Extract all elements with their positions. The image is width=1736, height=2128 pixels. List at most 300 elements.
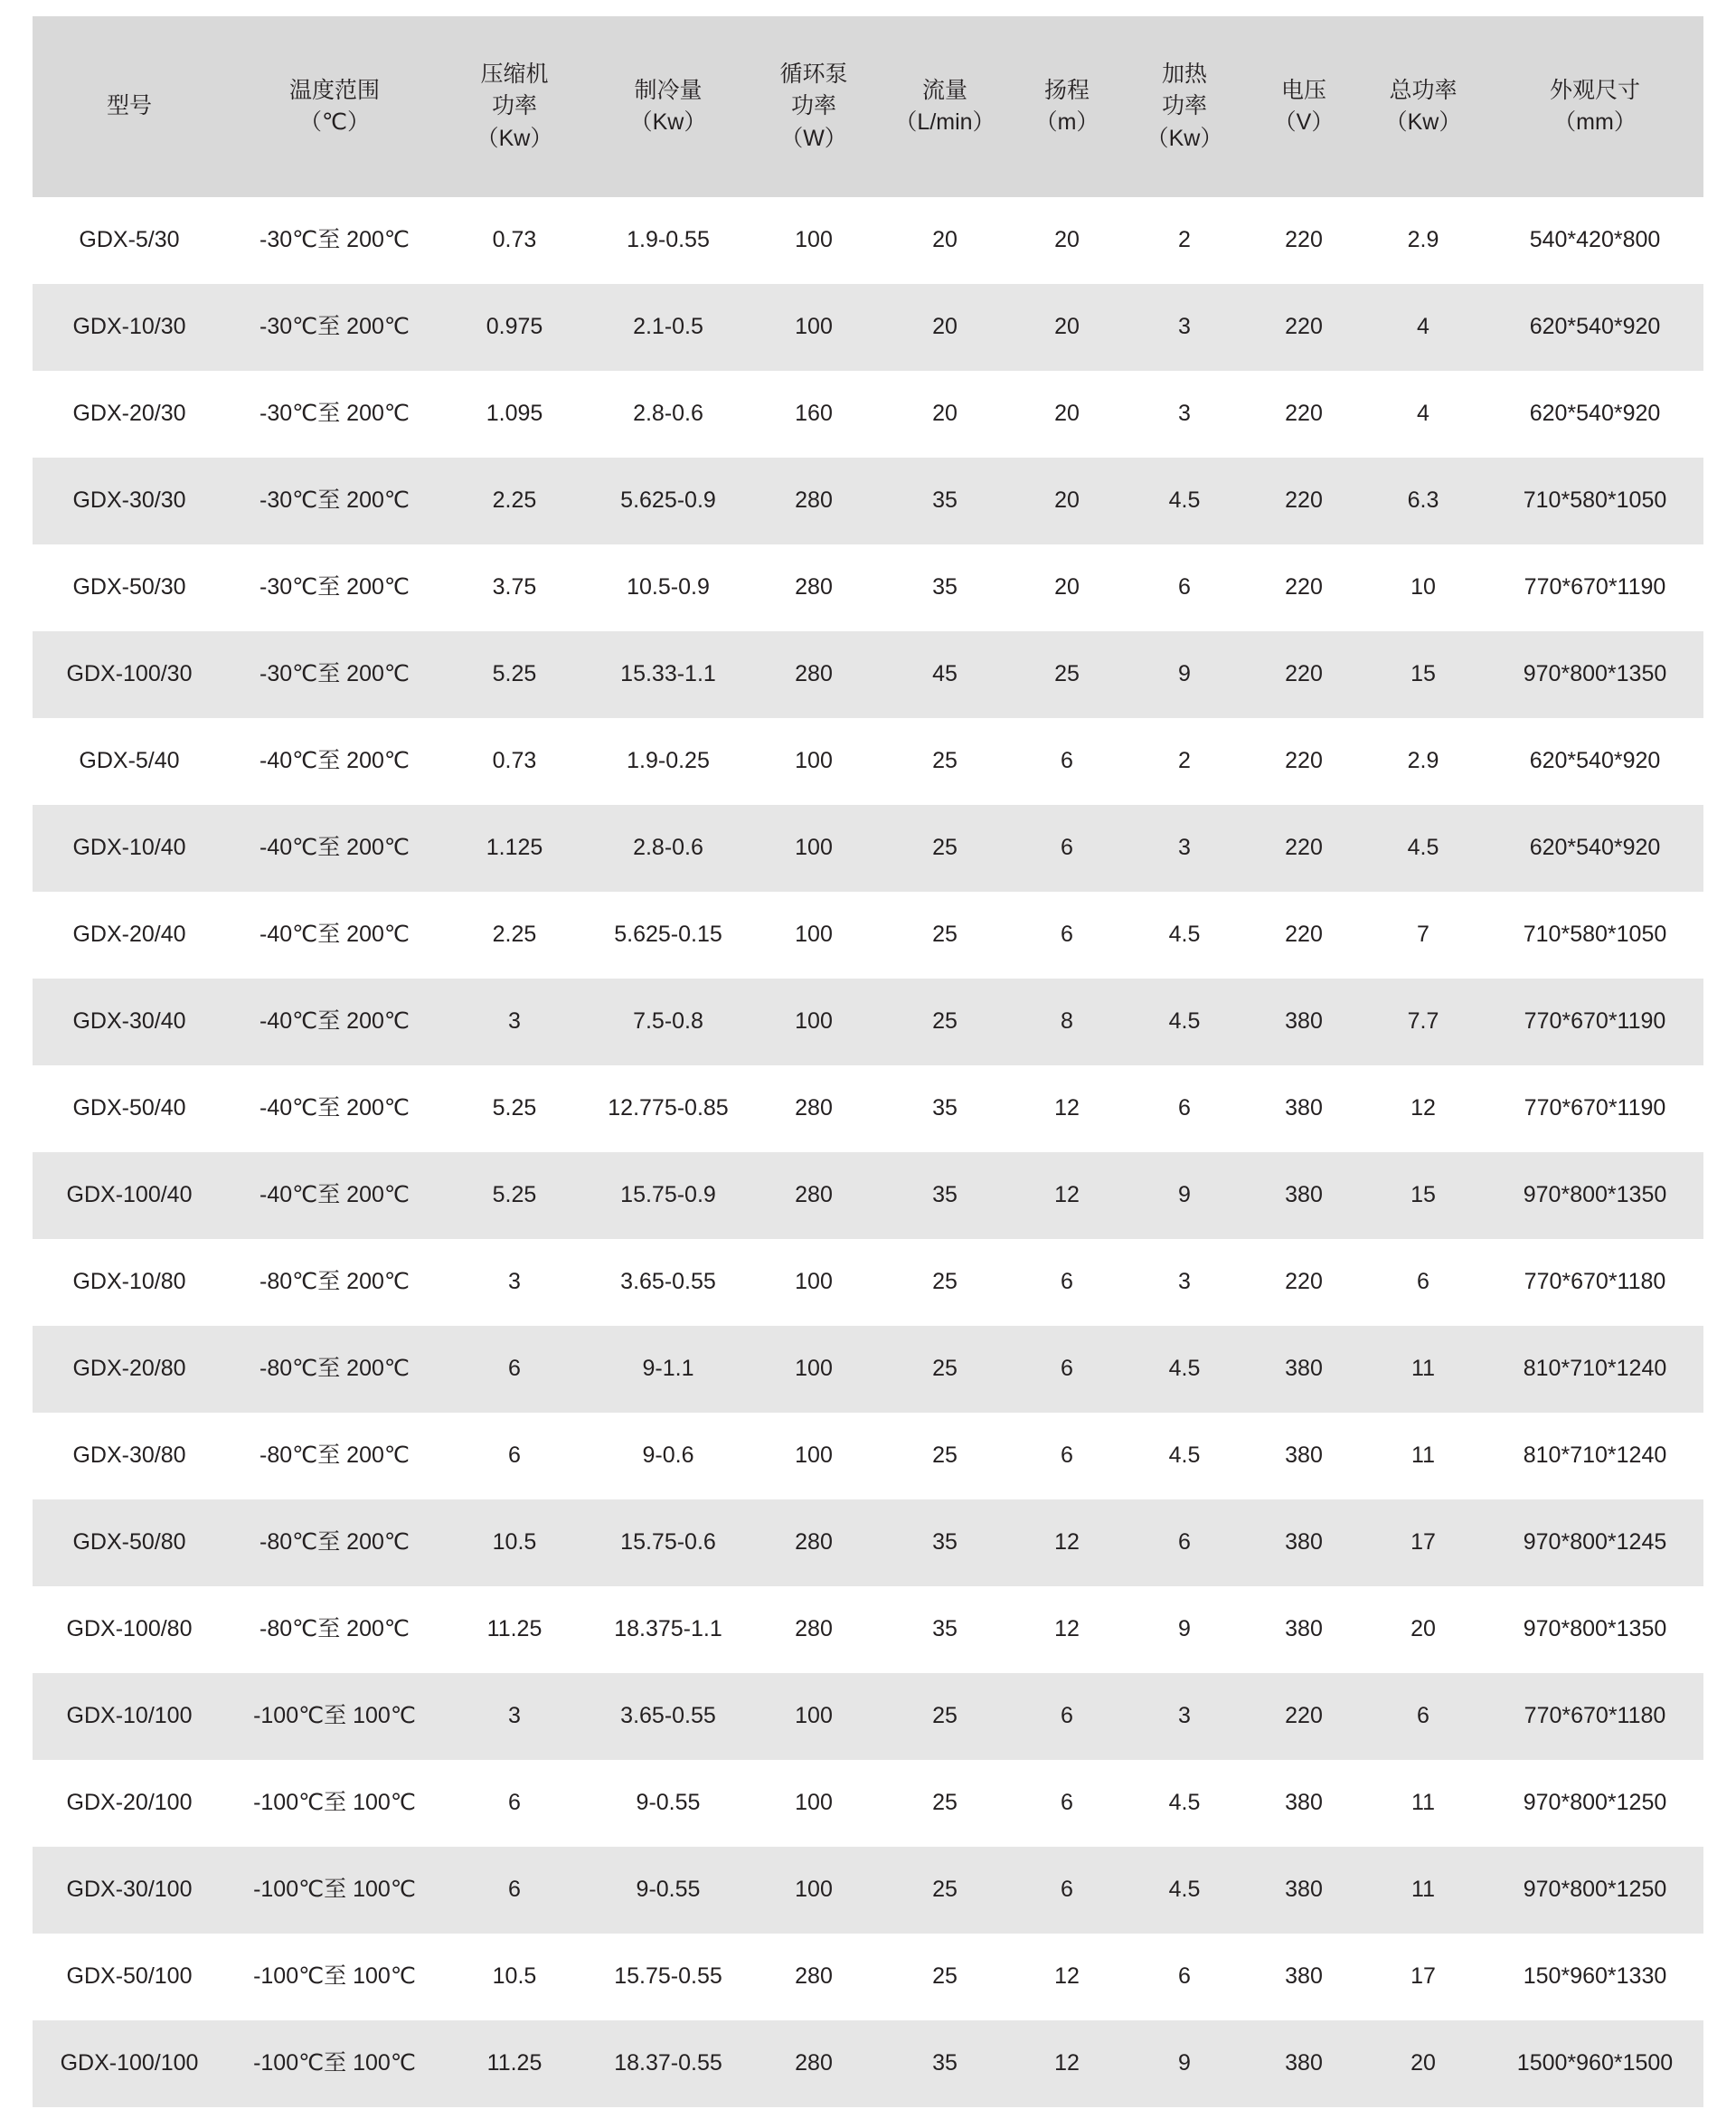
table-cell: 35 bbox=[932, 1616, 958, 1642]
table-cell: 380 bbox=[1285, 1877, 1323, 1903]
table-row bbox=[33, 1586, 1703, 1673]
table-cell: 1.9-0.25 bbox=[627, 748, 710, 774]
table-cell: 100 bbox=[795, 1008, 833, 1035]
table-header bbox=[33, 16, 1703, 197]
table-cell: 11 bbox=[1411, 1790, 1435, 1816]
table-cell: 220 bbox=[1285, 922, 1323, 948]
table-cell: 20 bbox=[1054, 487, 1080, 514]
table-cell: 1.9-0.55 bbox=[627, 227, 710, 253]
table-cell: 4.5 bbox=[1168, 1442, 1201, 1469]
table-cell: 20 bbox=[1054, 401, 1080, 427]
table-cell: -100℃至 100℃ bbox=[253, 2050, 416, 2076]
table-cell: 6 bbox=[1417, 1703, 1429, 1729]
table-row bbox=[33, 1760, 1703, 1847]
column-header-line: 扬程 bbox=[1043, 77, 1090, 103]
table-row bbox=[33, 1673, 1703, 1760]
table-cell: 280 bbox=[795, 1529, 833, 1556]
table-cell: 380 bbox=[1285, 2050, 1323, 2076]
column-header-line: （W） bbox=[780, 125, 847, 151]
table-cell: 810*710*1240 bbox=[1523, 1356, 1667, 1382]
column-header-line: （Kw） bbox=[1146, 125, 1223, 151]
table-cell: 10.5-0.9 bbox=[627, 574, 710, 601]
table-cell: -100℃至 100℃ bbox=[253, 1963, 416, 1990]
table-cell: 3 bbox=[1178, 835, 1191, 861]
table-cell: 4.5 bbox=[1168, 1008, 1201, 1035]
table-cell: 20 bbox=[932, 314, 958, 340]
table-cell: 100 bbox=[795, 748, 833, 774]
table-cell: 2.25 bbox=[492, 922, 537, 948]
table-cell: 280 bbox=[795, 574, 833, 601]
column-header-line: （V） bbox=[1273, 109, 1335, 135]
column-header-line: 功率 bbox=[790, 93, 836, 119]
cell-model: GDX-100/40 bbox=[66, 1182, 193, 1208]
table-cell: 280 bbox=[795, 1182, 833, 1208]
table-cell: 35 bbox=[932, 1095, 958, 1121]
table-cell: 35 bbox=[932, 574, 958, 601]
table-cell: 220 bbox=[1285, 401, 1323, 427]
table-cell: 2.9 bbox=[1407, 748, 1439, 774]
table-cell: 9 bbox=[1178, 661, 1191, 687]
cell-model: GDX-10/40 bbox=[72, 835, 186, 861]
table-cell: 4.5 bbox=[1168, 1877, 1201, 1903]
column-header-line: （Kw） bbox=[476, 125, 553, 151]
column-header-line: 循环泵 bbox=[779, 61, 848, 87]
table-cell: 17 bbox=[1410, 1963, 1436, 1990]
table-cell: 100 bbox=[795, 1356, 833, 1382]
table-cell: -80℃至 200℃ bbox=[259, 1356, 410, 1382]
table-cell: 6 bbox=[1061, 922, 1073, 948]
table-cell: 3 bbox=[508, 1269, 521, 1295]
column-header-line: 温度范围 bbox=[288, 77, 380, 103]
table-cell: 810*710*1240 bbox=[1523, 1442, 1667, 1469]
table-cell: 150*960*1330 bbox=[1523, 1963, 1667, 1990]
table-cell: 100 bbox=[795, 1269, 833, 1295]
table-cell: 20 bbox=[932, 401, 958, 427]
column-header-10 bbox=[1486, 16, 1703, 197]
table-cell: 3 bbox=[508, 1008, 521, 1035]
table-cell: 9-0.55 bbox=[636, 1877, 701, 1903]
table-cell: 2.9 bbox=[1407, 227, 1439, 253]
table-cell: 770*670*1180 bbox=[1524, 1269, 1666, 1295]
table-cell: 25 bbox=[932, 1442, 958, 1469]
column-header-line: 总功率 bbox=[1389, 77, 1458, 103]
table-cell: 25 bbox=[932, 1356, 958, 1382]
column-header-line: 功率 bbox=[491, 93, 537, 119]
table-cell: 620*540*920 bbox=[1529, 748, 1661, 774]
table-cell: 100 bbox=[795, 1442, 833, 1469]
table-cell: -30℃至 200℃ bbox=[259, 401, 410, 427]
column-header-6 bbox=[1013, 16, 1121, 197]
table-cell: 20 bbox=[1410, 2050, 1436, 2076]
table-cell: 6 bbox=[1178, 1963, 1191, 1990]
table-row bbox=[33, 805, 1703, 892]
specification-table bbox=[33, 16, 1703, 2107]
table-cell: -40℃至 200℃ bbox=[259, 1008, 410, 1035]
column-header-line: 功率 bbox=[1161, 93, 1207, 119]
table-cell: 11 bbox=[1411, 1877, 1435, 1903]
table-cell: 100 bbox=[795, 835, 833, 861]
table-cell: 710*580*1050 bbox=[1523, 487, 1667, 514]
column-header-line: 压缩机 bbox=[480, 61, 549, 87]
cell-model: GDX-20/30 bbox=[72, 401, 186, 427]
cell-model: GDX-100/30 bbox=[66, 661, 193, 687]
cell-model: GDX-10/30 bbox=[72, 314, 186, 340]
cell-model: GDX-10/100 bbox=[66, 1703, 193, 1729]
column-header-line: 制冷量 bbox=[634, 77, 703, 103]
table-cell: 100 bbox=[795, 1703, 833, 1729]
column-header-2 bbox=[443, 16, 586, 197]
table-cell: 6 bbox=[508, 1442, 521, 1469]
table-cell: 25 bbox=[932, 1877, 958, 1903]
column-header-line: 电压 bbox=[1280, 77, 1326, 103]
table-cell: 18.37-0.55 bbox=[614, 2050, 722, 2076]
table-cell: 620*540*920 bbox=[1529, 314, 1661, 340]
table-cell: 280 bbox=[795, 661, 833, 687]
table-cell: 4 bbox=[1417, 314, 1429, 340]
table-cell: 7.5-0.8 bbox=[633, 1008, 703, 1035]
table-cell: 970*800*1245 bbox=[1523, 1529, 1667, 1556]
table-row bbox=[33, 2020, 1703, 2107]
table-cell: 4.5 bbox=[1168, 1356, 1201, 1382]
table-cell: 9-0.6 bbox=[642, 1442, 694, 1469]
table-cell: 20 bbox=[932, 227, 958, 253]
table-cell: 6 bbox=[1061, 1877, 1073, 1903]
table-cell: -40℃至 200℃ bbox=[259, 1095, 410, 1121]
table-cell: -30℃至 200℃ bbox=[259, 661, 410, 687]
table-cell: 25 bbox=[932, 835, 958, 861]
table-cell: 280 bbox=[795, 2050, 833, 2076]
table-row bbox=[33, 892, 1703, 979]
table-cell: 620*540*920 bbox=[1529, 835, 1661, 861]
table-cell: 4.5 bbox=[1407, 835, 1439, 861]
table-cell: 25 bbox=[932, 1703, 958, 1729]
table-cell: 770*670*1180 bbox=[1524, 1703, 1666, 1729]
table-row bbox=[33, 1413, 1703, 1499]
table-cell: 160 bbox=[795, 401, 833, 427]
table-cell: 970*800*1250 bbox=[1523, 1790, 1667, 1816]
table-cell: 3.65-0.55 bbox=[620, 1703, 716, 1729]
table-cell: 220 bbox=[1285, 574, 1323, 601]
table-cell: 280 bbox=[795, 487, 833, 514]
table-cell: 6 bbox=[1061, 835, 1073, 861]
table-cell: 380 bbox=[1285, 1182, 1323, 1208]
table-cell: 380 bbox=[1285, 1790, 1323, 1816]
table-cell: 3.65-0.55 bbox=[620, 1269, 716, 1295]
table-cell: 6 bbox=[1061, 748, 1073, 774]
table-cell: 6 bbox=[1061, 1269, 1073, 1295]
table-cell: -40℃至 200℃ bbox=[259, 1182, 410, 1208]
table-cell: -100℃至 100℃ bbox=[253, 1877, 416, 1903]
column-header-line: 流量 bbox=[921, 77, 967, 103]
table-cell: 6 bbox=[1061, 1442, 1073, 1469]
table-row bbox=[33, 631, 1703, 718]
column-header-3 bbox=[586, 16, 750, 197]
table-cell: 5.25 bbox=[492, 1182, 537, 1208]
table-cell: 9 bbox=[1178, 1616, 1191, 1642]
table-cell: -100℃至 100℃ bbox=[253, 1790, 416, 1816]
table-cell: 220 bbox=[1285, 748, 1323, 774]
table-cell: 4 bbox=[1417, 401, 1429, 427]
column-header-5 bbox=[877, 16, 1013, 197]
table-cell: 12 bbox=[1054, 1963, 1080, 1990]
table-cell: 6 bbox=[1061, 1703, 1073, 1729]
cell-model: GDX-30/80 bbox=[72, 1442, 186, 1469]
table-cell: 7.7 bbox=[1407, 1008, 1439, 1035]
column-header-8 bbox=[1248, 16, 1360, 197]
table-cell: 4.5 bbox=[1168, 922, 1201, 948]
table-cell: 12 bbox=[1054, 2050, 1080, 2076]
table-cell: 380 bbox=[1285, 1616, 1323, 1642]
table-cell: 380 bbox=[1285, 1442, 1323, 1469]
table-cell: 6 bbox=[1178, 1095, 1191, 1121]
column-header-7 bbox=[1121, 16, 1248, 197]
table-cell: 6 bbox=[1061, 1790, 1073, 1816]
table-cell: 3 bbox=[1178, 314, 1191, 340]
table-cell: 12.775-0.85 bbox=[608, 1095, 729, 1121]
table-cell: 10.5 bbox=[492, 1529, 537, 1556]
table-cell: 280 bbox=[795, 1095, 833, 1121]
table-cell: 6 bbox=[508, 1877, 521, 1903]
table-cell: 45 bbox=[932, 661, 958, 687]
table-cell: 15.75-0.9 bbox=[620, 1182, 716, 1208]
table-cell: -40℃至 200℃ bbox=[259, 748, 410, 774]
table-cell: 4.5 bbox=[1168, 487, 1201, 514]
table-cell: 15.33-1.1 bbox=[620, 661, 716, 687]
cell-model: GDX-5/30 bbox=[79, 227, 180, 253]
cell-model: GDX-10/80 bbox=[72, 1269, 186, 1295]
table-cell: 35 bbox=[932, 1529, 958, 1556]
table-row bbox=[33, 284, 1703, 371]
table-cell: 6 bbox=[1417, 1269, 1429, 1295]
table-cell: 12 bbox=[1054, 1095, 1080, 1121]
cell-model: GDX-20/40 bbox=[72, 922, 186, 948]
table-cell: 380 bbox=[1285, 1095, 1323, 1121]
table-row bbox=[33, 1065, 1703, 1152]
table-cell: 970*800*1250 bbox=[1523, 1877, 1667, 1903]
table-row bbox=[33, 197, 1703, 284]
table-cell: 11.25 bbox=[486, 2050, 542, 2076]
column-header-0 bbox=[33, 16, 226, 197]
column-header-line: 型号 bbox=[106, 93, 152, 119]
table-cell: -30℃至 200℃ bbox=[259, 314, 410, 340]
table-cell: 9 bbox=[1178, 2050, 1191, 2076]
table-cell: 280 bbox=[795, 1963, 833, 1990]
table-cell: 220 bbox=[1285, 227, 1323, 253]
table-cell: 540*420*800 bbox=[1529, 227, 1661, 253]
column-header-line: （mm） bbox=[1553, 109, 1637, 135]
table-cell: 12 bbox=[1054, 1182, 1080, 1208]
table-cell: 9-0.55 bbox=[636, 1790, 701, 1816]
table-cell: 1500*960*1500 bbox=[1516, 2050, 1674, 2076]
table-cell: 9-1.1 bbox=[642, 1356, 694, 1382]
table-cell: 2 bbox=[1178, 227, 1191, 253]
table-cell: 12 bbox=[1054, 1529, 1080, 1556]
table-cell: 15 bbox=[1410, 661, 1436, 687]
table-cell: 11 bbox=[1411, 1356, 1435, 1382]
table-cell: 6 bbox=[1061, 1356, 1073, 1382]
table-cell: 0.73 bbox=[492, 227, 537, 253]
table-cell: 15.75-0.55 bbox=[614, 1963, 722, 1990]
table-cell: 0.73 bbox=[492, 748, 537, 774]
table-cell: 220 bbox=[1285, 835, 1323, 861]
table-cell: -30℃至 200℃ bbox=[259, 227, 410, 253]
table-cell: 20 bbox=[1054, 574, 1080, 601]
table-cell: 280 bbox=[795, 1616, 833, 1642]
table-cell: -30℃至 200℃ bbox=[259, 487, 410, 514]
table-cell: 220 bbox=[1285, 1703, 1323, 1729]
table-cell: 20 bbox=[1054, 314, 1080, 340]
table-cell: 8 bbox=[1061, 1008, 1073, 1035]
table-cell: -30℃至 200℃ bbox=[259, 574, 410, 601]
table-cell: 970*800*1350 bbox=[1523, 1616, 1667, 1642]
table-cell: -80℃至 200℃ bbox=[259, 1442, 410, 1469]
table-cell: 2.1-0.5 bbox=[633, 314, 703, 340]
table-cell: 6 bbox=[1178, 1529, 1191, 1556]
cell-model: GDX-50/30 bbox=[72, 574, 186, 601]
table-cell: 2.25 bbox=[492, 487, 537, 514]
table-cell: 35 bbox=[932, 2050, 958, 2076]
cell-model: GDX-50/80 bbox=[72, 1529, 186, 1556]
table-cell: 17 bbox=[1410, 1529, 1436, 1556]
table-row bbox=[33, 458, 1703, 544]
table-cell: 3 bbox=[1178, 401, 1191, 427]
table-cell: 100 bbox=[795, 1790, 833, 1816]
table-cell: 12 bbox=[1410, 1095, 1436, 1121]
column-header-line: （Kw） bbox=[1384, 109, 1462, 135]
table-body bbox=[33, 197, 1703, 2107]
table-cell: 6 bbox=[508, 1356, 521, 1382]
cell-model: GDX-100/100 bbox=[60, 2050, 199, 2076]
column-header-line: （℃） bbox=[298, 109, 371, 135]
table-cell: 25 bbox=[932, 1790, 958, 1816]
table-cell: 100 bbox=[795, 314, 833, 340]
cell-model: GDX-20/80 bbox=[72, 1356, 186, 1382]
table-cell: 2.8-0.6 bbox=[633, 401, 703, 427]
table-cell: 1.095 bbox=[486, 401, 543, 427]
table-cell: 220 bbox=[1285, 314, 1323, 340]
table-cell: 100 bbox=[795, 227, 833, 253]
column-header-line: 外观尺寸 bbox=[1549, 77, 1640, 103]
column-header-line: 加热 bbox=[1161, 61, 1207, 87]
table-cell: 770*670*1190 bbox=[1524, 1008, 1666, 1035]
column-header-line: （L/min） bbox=[894, 109, 995, 135]
table-row bbox=[33, 1847, 1703, 1934]
table-cell: 25 bbox=[932, 1269, 958, 1295]
column-header-1 bbox=[226, 16, 443, 197]
column-header-line: （m） bbox=[1034, 109, 1099, 135]
table-cell: 3 bbox=[1178, 1703, 1191, 1729]
table-cell: 18.375-1.1 bbox=[614, 1616, 722, 1642]
table-cell: -40℃至 200℃ bbox=[259, 922, 410, 948]
table-cell: 4.5 bbox=[1168, 1790, 1201, 1816]
table-cell: 6.3 bbox=[1407, 487, 1439, 514]
table-cell: -80℃至 200℃ bbox=[259, 1616, 410, 1642]
cell-model: GDX-30/100 bbox=[66, 1877, 193, 1903]
table-cell: 1.125 bbox=[486, 835, 543, 861]
table-row bbox=[33, 1152, 1703, 1239]
table-cell: 220 bbox=[1285, 661, 1323, 687]
cell-model: GDX-50/100 bbox=[66, 1963, 193, 1990]
table-row bbox=[33, 1934, 1703, 2020]
table-cell: 0.975 bbox=[486, 314, 543, 340]
table-cell: 380 bbox=[1285, 1008, 1323, 1035]
table-cell: 20 bbox=[1054, 227, 1080, 253]
table-cell: 25 bbox=[932, 922, 958, 948]
table-cell: 220 bbox=[1285, 487, 1323, 514]
table-cell: 9 bbox=[1178, 1182, 1191, 1208]
table-cell: 7 bbox=[1417, 922, 1429, 948]
cell-model: GDX-50/40 bbox=[72, 1095, 186, 1121]
table-cell: 3 bbox=[508, 1703, 521, 1729]
cell-model: GDX-100/80 bbox=[66, 1616, 193, 1642]
table-cell: 11 bbox=[1411, 1442, 1435, 1469]
table-cell: 6 bbox=[508, 1790, 521, 1816]
table-row bbox=[33, 544, 1703, 631]
cell-model: GDX-20/100 bbox=[66, 1790, 193, 1816]
table-cell: 12 bbox=[1054, 1616, 1080, 1642]
table-cell: 5.625-0.15 bbox=[614, 922, 722, 948]
table-cell: -80℃至 200℃ bbox=[259, 1529, 410, 1556]
table-cell: 5.25 bbox=[492, 1095, 537, 1121]
table-row bbox=[33, 718, 1703, 805]
table-cell: 5.25 bbox=[492, 661, 537, 687]
column-header-line: （Kw） bbox=[629, 109, 707, 135]
table-cell: -80℃至 200℃ bbox=[259, 1269, 410, 1295]
header-row bbox=[33, 16, 1703, 197]
table-cell: 220 bbox=[1285, 1269, 1323, 1295]
table-cell: 15 bbox=[1410, 1182, 1436, 1208]
table-cell: 20 bbox=[1410, 1616, 1436, 1642]
table-cell: -40℃至 200℃ bbox=[259, 835, 410, 861]
table-row bbox=[33, 1239, 1703, 1326]
table-cell: -100℃至 100℃ bbox=[253, 1703, 416, 1729]
cell-model: GDX-5/40 bbox=[79, 748, 180, 774]
cell-model: GDX-30/40 bbox=[72, 1008, 186, 1035]
table-cell: 10 bbox=[1410, 574, 1436, 601]
table-cell: 15.75-0.6 bbox=[620, 1529, 716, 1556]
table-cell: 620*540*920 bbox=[1529, 401, 1661, 427]
table-cell: 10.5 bbox=[492, 1963, 537, 1990]
table-cell: 35 bbox=[932, 487, 958, 514]
table-cell: 2 bbox=[1178, 748, 1191, 774]
table-row bbox=[33, 1499, 1703, 1586]
table-cell: 970*800*1350 bbox=[1523, 1182, 1667, 1208]
table-cell: 770*670*1190 bbox=[1524, 1095, 1666, 1121]
cell-model: GDX-30/30 bbox=[72, 487, 186, 514]
table-cell: 25 bbox=[1054, 661, 1080, 687]
table-cell: 380 bbox=[1285, 1963, 1323, 1990]
column-header-9 bbox=[1360, 16, 1486, 197]
table-cell: 970*800*1350 bbox=[1523, 661, 1667, 687]
table-cell: 3.75 bbox=[492, 574, 537, 601]
table-cell: 35 bbox=[932, 1182, 958, 1208]
table-cell: 770*670*1190 bbox=[1524, 574, 1666, 601]
table-cell: 11.25 bbox=[486, 1616, 542, 1642]
table-cell: 100 bbox=[795, 1877, 833, 1903]
table-cell: 380 bbox=[1285, 1356, 1323, 1382]
table-cell: 25 bbox=[932, 748, 958, 774]
table-row bbox=[33, 979, 1703, 1065]
table-cell: 5.625-0.9 bbox=[620, 487, 716, 514]
table-row bbox=[33, 371, 1703, 458]
table-cell: 2.8-0.6 bbox=[633, 835, 703, 861]
table-cell: 100 bbox=[795, 922, 833, 948]
table-cell: 3 bbox=[1178, 1269, 1191, 1295]
column-header-4 bbox=[750, 16, 877, 197]
table-cell: 6 bbox=[1178, 574, 1191, 601]
table-cell: 380 bbox=[1285, 1529, 1323, 1556]
table-cell: 25 bbox=[932, 1008, 958, 1035]
